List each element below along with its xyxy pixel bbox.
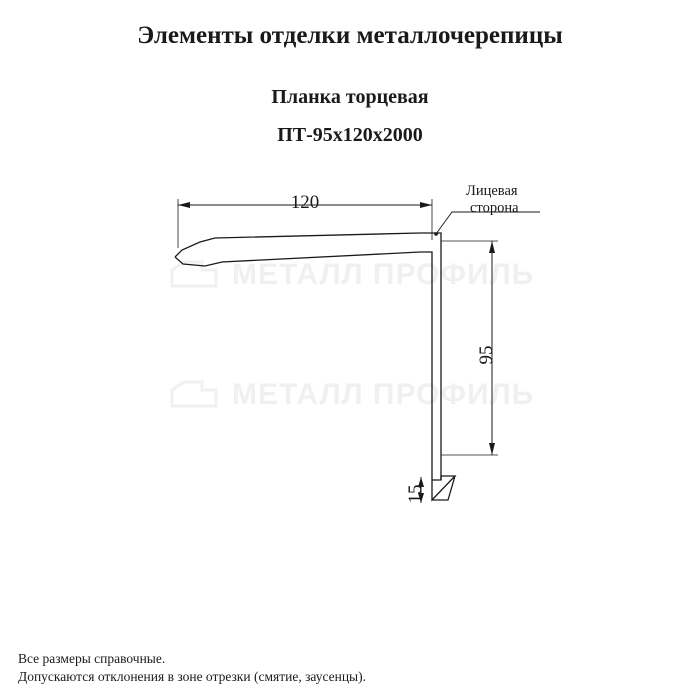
- callout-line-1: Лицевая: [466, 183, 518, 199]
- footer-note-1: Все размеры справочные.: [18, 651, 166, 666]
- dimension-lip-label: 15: [405, 484, 426, 504]
- dimension-height-label: 95: [476, 345, 497, 365]
- watermark-text: МЕТАЛЛ ПРОФИЛЬ: [232, 258, 535, 291]
- footer-note-2: Допускаются отклонения в зоне отрезки (смятие, заусенцы).: [18, 669, 367, 684]
- dimension-width-label: 120: [290, 192, 320, 213]
- dimension-lip: [405, 477, 426, 504]
- profile-outline: [175, 233, 455, 500]
- watermark-text: МЕТАЛЛ ПРОФИЛЬ: [232, 378, 535, 411]
- footer-notes: [18, 650, 366, 686]
- product-name: Планка торцевая: [271, 86, 429, 108]
- product-code: ПТ-95х120х2000: [277, 124, 423, 146]
- dimension-width: [178, 192, 432, 248]
- page-title: Элементы отделки металлочерепицы: [137, 22, 563, 49]
- callout-front-side: [434, 183, 540, 236]
- callout-line-2: сторона: [470, 200, 519, 216]
- dimension-height: [441, 241, 498, 455]
